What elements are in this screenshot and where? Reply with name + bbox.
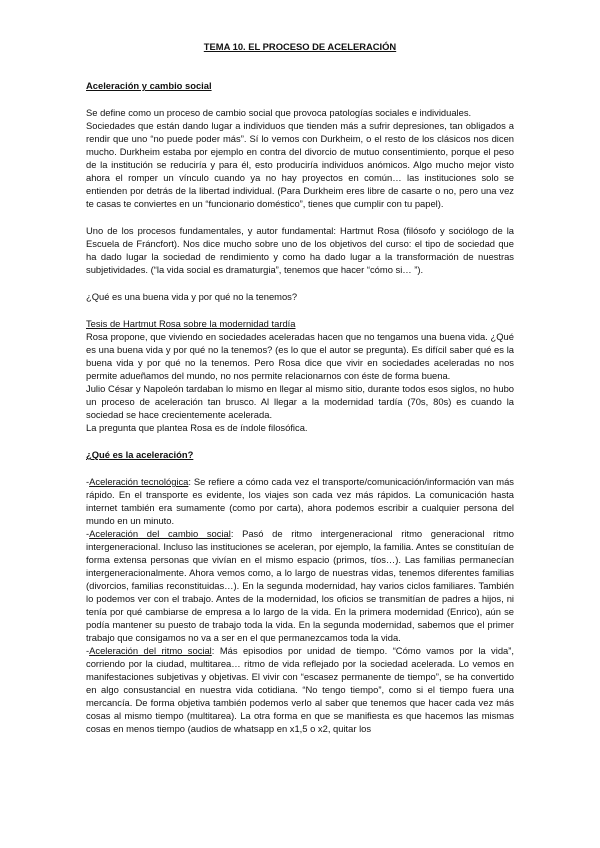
- section-subheading-tesis-rosa: Tesis de Hartmut Rosa sobre la modernidad tardía: [86, 318, 296, 329]
- question-paragraph: ¿Qué es una buena vida y por qué no la tenemos?: [86, 291, 298, 302]
- paragraph: La pregunta que plantea Rosa es de índole filosófica.: [86, 422, 308, 433]
- list-item-aceleracion-tecnologica: [86, 475, 514, 527]
- list-item-label: Aceleración del cambio social: [89, 528, 231, 539]
- document-title: TEMA 10. EL PROCESO DE ACELERACIÓN: [203, 41, 397, 52]
- list-item-text: : Pasó de ritmo intergeneracional ritmo generacional ritmo intergeneracional. Incluso las instituciones se aceleran, por ejemplo, la familia. Antes se constituían de forma extensa personas que vivían en el mismo espacio (primos, tíos…). Las familias permanecían intergeneracionalmente. Ahora vemos como, a lo largo de nuestras vidas, tenemos diferentes familias (divorcios, familias reconstituidas…). En la segunda modernidad, hay varios ciclos familiares. También lo podemos ver con el trabajo. Antes de la modernidad, los oficios se transmitían de padres a hijos, ni tenía por qué cambiarse de empresa a lo largo de la vida. En la primera modernidad (Enrico), aún se podía mantener su puesto de trabajo toda la vida. En la segunda modernidad, sabemos que el primer trabajo que consigamos no va a ser en el que permanezcamos toda la vida.: [86, 528, 514, 643]
- paragraph: Se define como un proceso de cambio social que provoca patologías sociales e individuales.: [86, 107, 472, 118]
- paragraph: Rosa propone, que viviendo en sociedades aceleradas hacen que no tengamos una buena vida. ¿Qué es una buena vida y por qué no la tenemos? (es lo que el autor se pregunta). Es difícil saber qué es la buena vida y por qué no la tenemos. Pero Rosa dice que vivir en sociedades aceleradas no nos permite adueñamos del mundo, no nos permite relacionarnos con éste de forma buena.: [86, 331, 514, 381]
- list-item-text: : Más episodios por unidad de tiempo. “Cómo vamos por la vida”, corriendo por la ciudad, multitarea… ritmo de vida reflejado por la sociedad acelerada. Lo vemos en manifestaciones subjetivas y objetivas. El vivir con “escasez permanente de tiempo”, se ha convertido en algo consustancial en nuestra vida cotidiana. “No tengo tiempo”, como si el tiempo fuera una mercancía. De forma objetiva también podemos verlo al saber que tenemos que hacer cada vez más cosas al mismo tiempo (multitarea). La otra forma en que se manifiesta es que hacemos las mismas cosas en menos tiempo (audios de whatsapp en x1,5 o x2, quitar los: [86, 645, 514, 734]
- paragraph: Julio César y Napoleón tardaban lo mismo en llegar al mismo sitio, durante todos esos siglos, no hubo un proceso de aceleración tan brusco. Al llegar a la modernidad tardía (70s, 80s) es cuando la sociedad se hace crecientemente acelerada.: [86, 383, 514, 420]
- document-body: [86, 40, 514, 735]
- list-item-prefix: -: [86, 476, 90, 487]
- paragraph: Sociedades que están dando lugar a individuos que tienden más a sufrir depresiones, tan obligados a rendir que uno “no puede poder más”. Sí lo vemos con Durkheim, o el resto de los clásicos nos dicen mucho. Durkheim estaba por ejemplo en contra del divorcio de mutuo consentimiento, porque el peso de la institución se reduciría y para él, esto produciría individuos anómicos. Algo mucho mejor visto ahora el romper un vínculo cuando ya no hay proyectos en común… las instituciones solo se entienden por detrás de la libertad individual. (Para Durkheim eres libre de casarte o no, pero una vez te casas te conviertes en un “funcionario doméstico”, tienes que cumplir con tu papel).: [86, 120, 514, 209]
- list-item-label: Aceleración del ritmo social: [89, 645, 212, 656]
- list-item-prefix: -: [86, 645, 90, 656]
- list-item-aceleracion-ritmo-social: [86, 644, 514, 735]
- list-item-text: : Se refiere a cómo cada vez el transporte/comunicación/información van más rápido. En el transporte es evidente, los viajes son cada vez más rápidos. La comunicación hasta internet también era sumamente (como por carta), ahora podemos escribir a cualquier persona del mundo en un minuto.: [86, 476, 514, 526]
- paragraph: Uno de los procesos fundamentales, y autor fundamental: Hartmut Rosa (filósofo y sociólogo de la Escuela de Fráncfort). Nos dice mucho sobre uno de los objetivos del curso: el tipo de sociedad que ha dado lugar la sociedad de rendimiento y como ha dado lugar a la transformación de nuestras subjetividades. (“la vida social es dramaturgia”, tenemos que hacer “cómo si… ”).: [86, 225, 514, 275]
- list-item-prefix: -: [86, 528, 90, 539]
- section-heading-aceleracion-cambio-social: Aceleración y cambio social: [86, 80, 212, 91]
- section-heading-que-es-aceleracion: ¿Qué es la aceleración?: [86, 449, 194, 460]
- list-item-aceleracion-cambio-social: [86, 527, 514, 644]
- list-item-label: Aceleración tecnológica: [89, 476, 189, 487]
